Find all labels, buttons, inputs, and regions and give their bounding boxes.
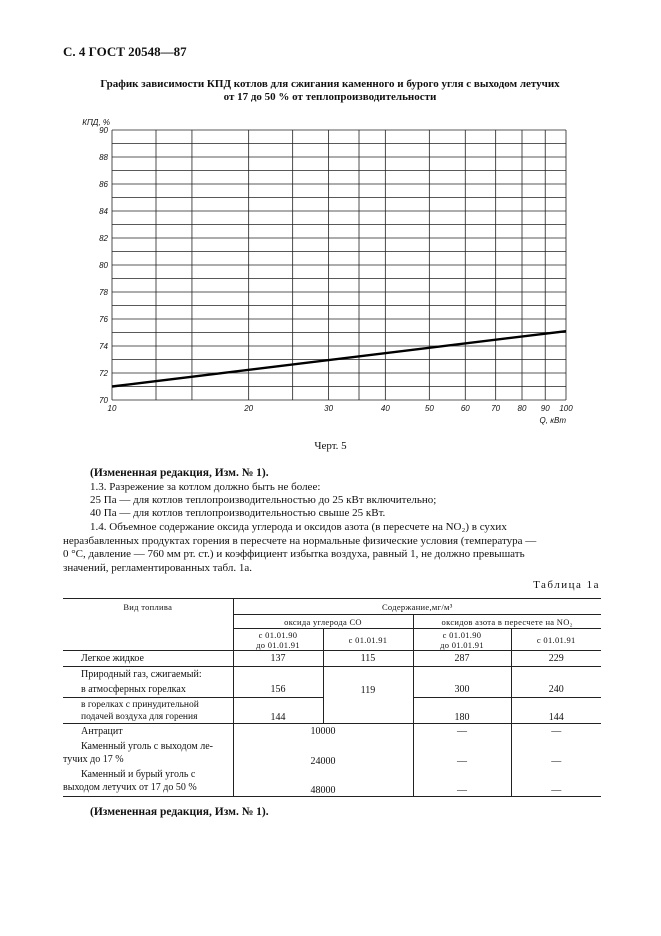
value-cell: 229: [511, 651, 601, 667]
y-tick-label: 88: [99, 153, 108, 162]
value-cell: 144: [233, 698, 323, 724]
table-row: [63, 651, 601, 667]
value-cell: 240: [511, 682, 601, 698]
y-tick-label: 84: [99, 207, 108, 216]
x-tick-label: 80: [517, 404, 527, 413]
y-tick-label: 72: [99, 369, 108, 378]
table-row: [63, 739, 601, 767]
chart-title-line-1: График зависимости КПД котлов для сжигания каменного и бурого угля с выходом летучих: [100, 78, 560, 90]
x-tick-label: 60: [460, 404, 470, 413]
paragraph-1-4-line-2: неразбавленных продуктах горения в пересчете на нормальные физические условия (температура —: [63, 534, 537, 547]
y-tick-label: 70: [99, 396, 108, 405]
y-tick-label: 90: [99, 126, 108, 135]
header-nox-1991: с 01.01.91: [511, 629, 601, 651]
header-nox: оксидов азота в пересчете на NO₂: [413, 615, 601, 629]
value-cell: —: [413, 739, 511, 767]
y-tick-label: 80: [99, 261, 108, 270]
y-tick-label: 78: [99, 288, 108, 297]
x-tick-label: 30: [324, 404, 334, 413]
page-header: С. 4 ГОСТ 20548—87: [63, 44, 187, 59]
fuel-name: Легкое жидкое: [63, 651, 233, 667]
y-axis-ticks: [99, 126, 108, 405]
paragraph-1-4: [63, 521, 603, 575]
x-tick-label: 50: [424, 404, 434, 413]
header-co-1990: с 01.01.90 до 01.01.91: [233, 629, 323, 651]
value-cell: 48000: [233, 767, 413, 797]
header-content: Содержание,мг/м³: [233, 599, 601, 615]
x-tick-label: 40: [380, 404, 390, 413]
value-cell: 115: [323, 651, 413, 667]
emissions-table: [63, 598, 601, 797]
value-cell: 119: [323, 682, 413, 724]
chart-title: [60, 78, 600, 104]
x-tick-label: 20: [244, 404, 254, 413]
value-cell: —: [511, 739, 601, 767]
value-cell: 137: [233, 651, 323, 667]
paragraph-1-4-line-3: 0 °С, давление — 760 мм рт. ст.) и коэффициент избытка воздуха, равный 1, не должно превышать: [63, 548, 525, 560]
value-cell: —: [413, 767, 511, 797]
paragraph-1-4-line-1: 1.4. Объемное содержание оксида углерода и оксидов азота (в пересчете на NO₂) в сухих: [90, 521, 507, 533]
value-cell: 24000: [233, 739, 413, 767]
header-co-1991: с 01.01.91: [323, 629, 413, 651]
y-tick-label: 76: [99, 315, 108, 324]
x-tick-label: 90: [540, 404, 550, 413]
value-cell: 180: [413, 698, 511, 724]
fuel-name: в горелках с принудительной подачей воздуха для горения: [63, 698, 233, 724]
paragraph-1-4-line-4: значений, регламентированных табл. 1а.: [63, 561, 252, 574]
value-cell: 287: [413, 651, 511, 667]
efficiency-line: [112, 331, 566, 386]
fuel-name: Каменный и бурый уголь с выходом летучих от 17 до 50 %: [63, 767, 233, 797]
table-row: [63, 667, 601, 682]
value-cell: 300: [413, 682, 511, 698]
x-axis-label: Q, кВт: [539, 416, 566, 425]
value-cell: 10000: [233, 724, 413, 739]
amendment-note: (Измененная редакция, Изм. № 1).: [90, 467, 269, 479]
header-co: оксида углерода СО: [233, 615, 413, 629]
table-label: Таблица 1а: [533, 579, 600, 591]
x-axis-ticks: [108, 404, 574, 413]
table-row: [63, 682, 601, 698]
efficiency-chart: [60, 108, 590, 433]
chart-series: [112, 331, 566, 386]
value-cell: —: [413, 724, 511, 739]
chart-title-line-2: от 17 до 50 % от теплопроизводительности: [223, 91, 437, 103]
value-cell: —: [511, 767, 601, 797]
y-tick-label: 74: [99, 342, 108, 351]
table-row: [63, 724, 601, 739]
fuel-name: Каменный уголь с выходом ле- тучих до 17 %: [63, 740, 213, 765]
fuel-name: в атмосферных горелках: [63, 682, 233, 698]
y-tick-label: 86: [99, 180, 108, 189]
paragraph-25pa: 25 Па — для котлов теплопроизводительностью до 25 кВт включительно;: [90, 494, 437, 506]
y-axis-label: КПД, %: [82, 118, 110, 127]
table-row: [63, 767, 601, 797]
paragraph-40pa: 40 Па — для котлов теплопроизводительностью свыше 25 кВт.: [90, 507, 386, 519]
paragraph-1-3: 1.3. Разрежение за котлом должно быть не более:: [90, 481, 321, 493]
x-tick-label: 100: [559, 404, 573, 413]
value-cell: 156: [233, 682, 323, 698]
x-tick-label: 10: [107, 404, 117, 413]
value-cell: —: [511, 724, 601, 739]
header-fuel-type: Вид топлива: [63, 599, 233, 651]
y-tick-label: 82: [99, 234, 108, 243]
fuel-name: Природный газ, сжигаемый:: [81, 668, 202, 680]
fuel-name: Антрацит: [81, 725, 123, 737]
figure-caption: Черт. 5: [314, 440, 347, 452]
x-tick-label: 70: [491, 404, 501, 413]
value-cell: 144: [511, 698, 601, 724]
amendment-note-2: (Измененная редакция, Изм. № 1).: [90, 806, 269, 818]
header-nox-1990: с 01.01.90 до 01.01.91: [413, 629, 511, 651]
